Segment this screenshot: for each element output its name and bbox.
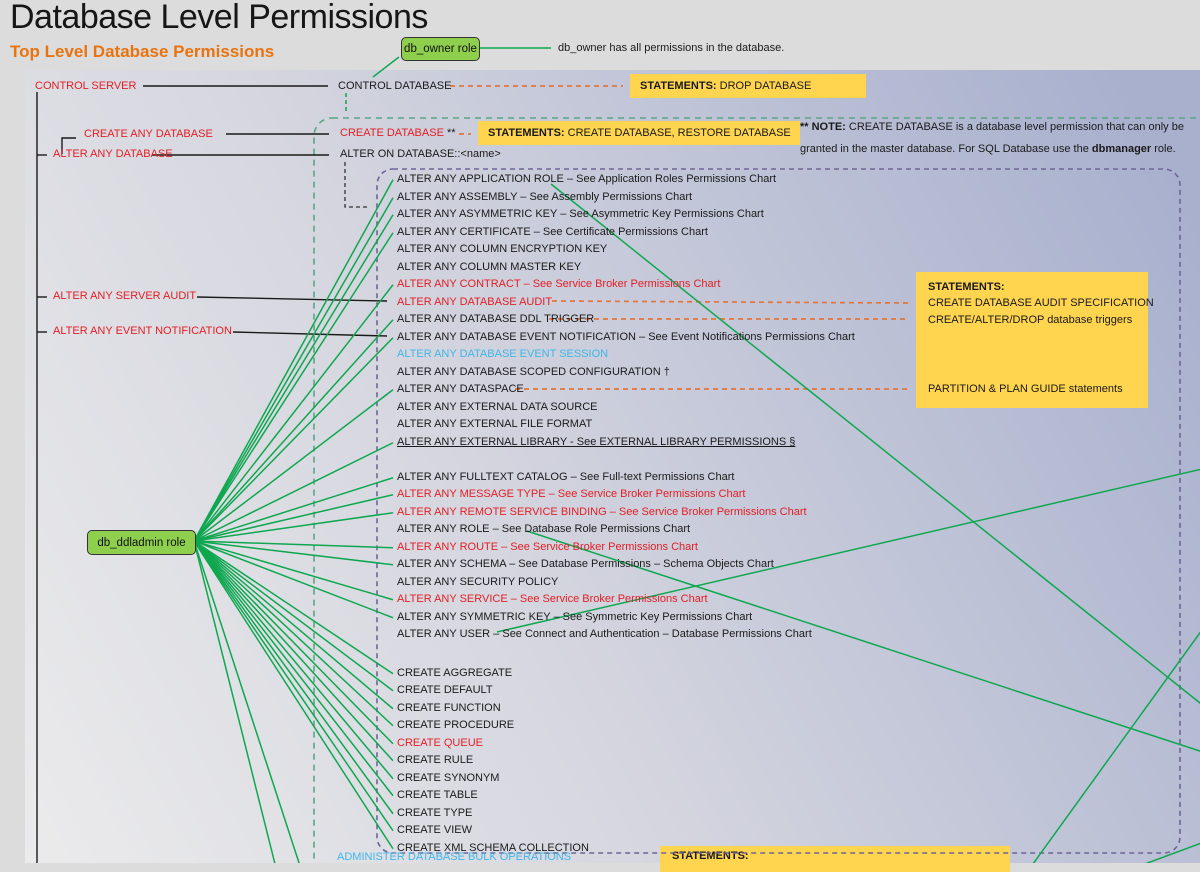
permission-item: ALTER ANY SYMMETRIC KEY – See Symmetric Key Permissions Chart (397, 610, 753, 623)
statements-drop-text: DROP DATABASE (716, 80, 812, 92)
db-ddladmin-role-box (87, 530, 196, 555)
alter-any-database-label: ALTER ANY DATABASE (53, 148, 173, 160)
permission-item: ALTER ANY CERTIFICATE – See Certificate Permissions Chart (397, 225, 708, 238)
create-database-text: CREATE DATABASE (340, 127, 444, 139)
statements-audit-title: STATEMENTS: (928, 281, 1005, 293)
statements-audit-line1: CREATE DATABASE AUDIT SPECIFICATION (928, 297, 1154, 309)
db-owner-role-label: db_owner role (404, 43, 477, 55)
permission-item: ALTER ANY EXTERNAL LIBRARY - See EXTERNAL LIBRARY PERMISSIONS § (397, 435, 796, 448)
permission-item: CREATE SYNONYM (397, 771, 500, 784)
db-owner-role-box (401, 37, 480, 61)
alter-on-database-label: ALTER ON DATABASE::<name> (340, 148, 501, 160)
permission-item: ALTER ANY SERVICE – See Service Broker Permissions Chart (397, 593, 708, 605)
statements-audit-line2: CREATE/ALTER/DROP database triggers (928, 314, 1133, 326)
statements-audit-line3: PARTITION & PLAN GUIDE statements (928, 383, 1123, 395)
permission-item: CREATE FUNCTION (397, 701, 501, 714)
permission-item: CREATE AGGREGATE (397, 666, 513, 679)
permission-item: CREATE DEFAULT (397, 684, 493, 696)
permission-item: ALTER ANY COLUMN ENCRYPTION KEY (397, 243, 608, 255)
permission-item: CREATE QUEUE (397, 736, 483, 749)
permission-item: ALTER ANY DATABASE EVENT NOTIFICATION – See Event Notifications Permissions Chart (397, 330, 855, 343)
permission-item: ALTER ANY EXTERNAL DATA SOURCE (397, 400, 598, 413)
statements-create-restore-text: CREATE DATABASE, RESTORE DATABASE (564, 127, 791, 139)
group-gap (397, 644, 1037, 665)
permission-item: CREATE RULE (397, 754, 474, 766)
alter-any-server-audit-label: ALTER ANY SERVER AUDIT (53, 290, 197, 302)
permission-item: ALTER ANY ASSEMBLY – See Assembly Permissions Chart (397, 190, 693, 203)
permission-item: ALTER ANY SCHEMA – See Database Permissions – Schema Objects Chart (397, 558, 774, 570)
create-database-note-line2: granted in the master database. For SQL Database use the dbmanager role. (800, 143, 1176, 155)
permission-item: CREATE XML SCHEMA COLLECTION (397, 841, 589, 854)
create-database-note-line1: ** NOTE: CREATE DATABASE is a database level permission that can only be (800, 121, 1184, 133)
permission-item: ALTER ANY ROUTE – See Service Broker Permissions Chart (397, 540, 698, 553)
db-owner-note: db_owner has all permissions in the database. (558, 42, 785, 54)
permission-list (397, 171, 1037, 857)
permission-item: ALTER ANY CONTRACT – See Service Broker Permissions Chart (397, 278, 721, 290)
permission-item: ALTER ANY REMOTE SERVICE BINDING – See Service Broker Permissions Chart (397, 505, 807, 518)
permission-item: CREATE TABLE (397, 789, 478, 801)
permission-item: ALTER ANY DATABASE DDL TRIGGER (397, 313, 595, 325)
permission-item: ALTER ANY DATABASE SCOPED CONFIGURATION † (397, 365, 670, 378)
permission-item: ALTER ANY DATABASE EVENT SESSION (397, 348, 609, 360)
statements-box-drop (630, 74, 866, 98)
group-gap (397, 451, 1037, 469)
create-any-database-label: CREATE ANY DATABASE (84, 128, 213, 140)
permission-item: ALTER ANY EXTERNAL FILE FORMAT (397, 418, 593, 430)
control-database-label: CONTROL DATABASE (338, 80, 452, 92)
permission-item: ALTER ANY FULLTEXT CATALOG – See Full-text Permissions Chart (397, 470, 735, 483)
permission-item: ALTER ANY MESSAGE TYPE – See Service Broker Permissions Chart (397, 488, 746, 500)
permission-item: ALTER ANY SECURITY POLICY (397, 575, 559, 588)
control-server-label: CONTROL SERVER (35, 80, 137, 92)
permission-item: ALTER ANY COLUMN MASTER KEY (397, 260, 582, 273)
permission-item: ALTER ANY DATASPACE (397, 383, 524, 395)
alter-any-event-notification-label: ALTER ANY EVENT NOTIFICATION (53, 325, 232, 337)
page-subtitle: Top Level Database Permissions (10, 42, 275, 61)
permission-item: ALTER ANY USER – See Connect and Authentication – Database Permissions Chart (397, 628, 812, 640)
create-database-note-marker: ** (443, 127, 456, 139)
db-ddladmin-role-label: db_ddladmin role (97, 536, 186, 549)
permission-item: ALTER ANY ROLE – See Database Role Permissions Chart (397, 523, 691, 535)
permission-item: CREATE TYPE (397, 806, 473, 819)
create-database-label (340, 127, 456, 139)
permission-item: CREATE VIEW (397, 824, 472, 836)
page-title: Database Level Permissions (10, 0, 428, 36)
statements-box-create-restore (478, 121, 800, 145)
permission-item: ALTER ANY ASYMMETRIC KEY – See Asymmetric Key Permissions Chart (397, 208, 764, 220)
administer-bulk-operations-label: ADMINISTER DATABASE BULK OPERATIONS (337, 851, 572, 863)
statements-bottom-title: STATEMENTS: (672, 850, 749, 862)
statements-drop-title: STATEMENTS: (640, 80, 717, 92)
permission-item: ALTER ANY DATABASE AUDIT (397, 295, 553, 308)
permission-item: CREATE PROCEDURE (397, 719, 515, 731)
statements-create-restore-title: STATEMENTS: (488, 127, 565, 139)
permission-item: ALTER ANY APPLICATION ROLE – See Application Roles Permissions Chart (397, 173, 777, 185)
